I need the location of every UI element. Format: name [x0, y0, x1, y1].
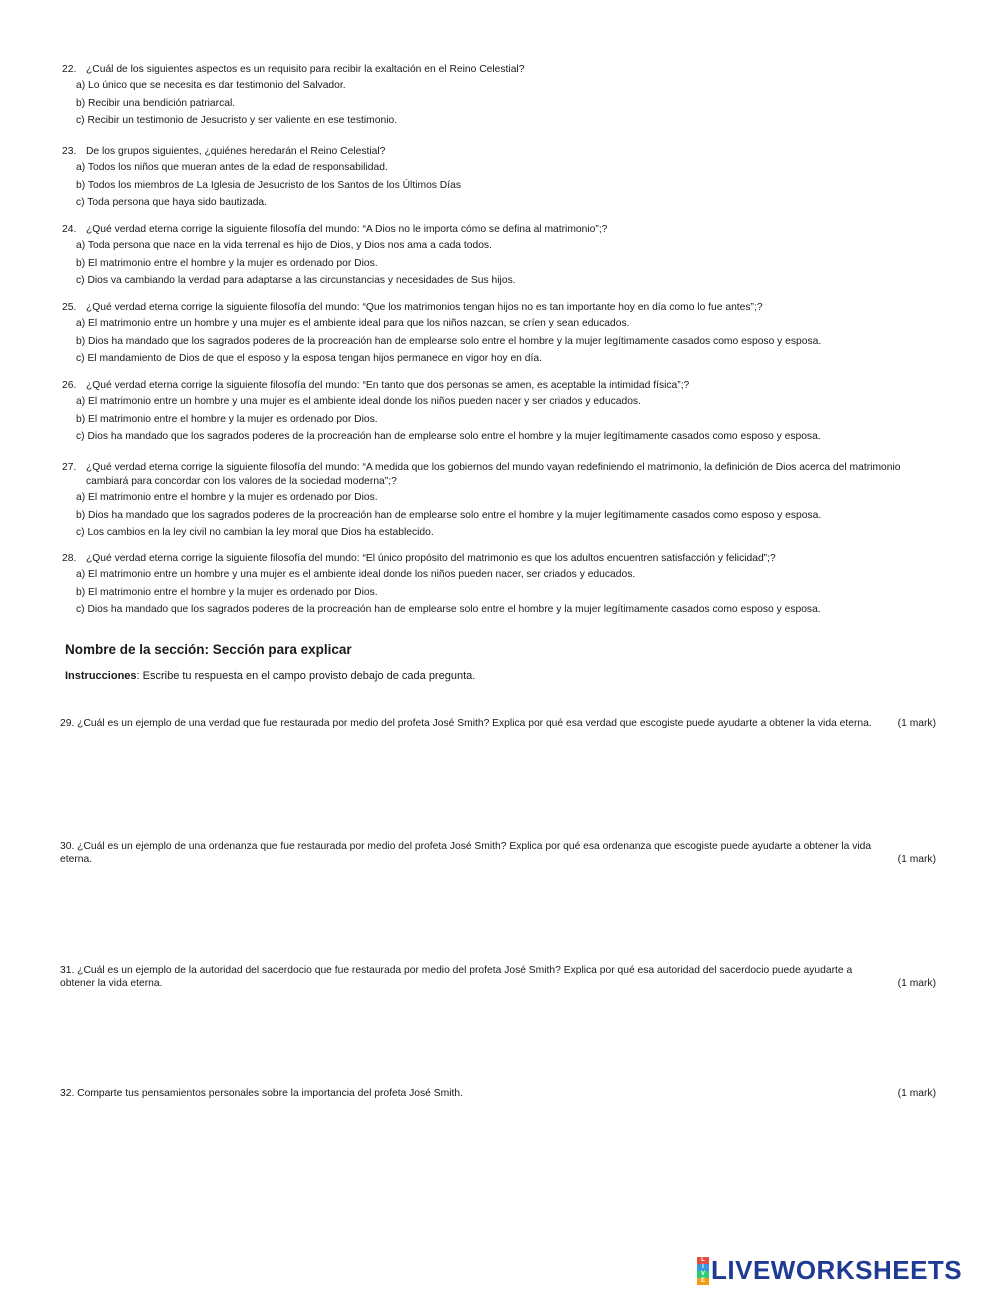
question-27	[62, 461, 942, 542]
logo-blocks-icon	[697, 1257, 709, 1285]
option-c[interactable]: c) El mandamiento de Dios de que el esposo y la esposa tengan hijos permanece en vigor hoy en día.	[76, 353, 542, 364]
open-question-text: 31. ¿Cuál es un ejemplo de la autoridad del sacerdocio que fue restaurada por medio del profeta José Smith? Explica por qué esa autoridad del sacerdocio puede ayudarte a obtener la vida eterna.	[60, 965, 853, 989]
open-question-text: 29. ¿Cuál es un ejemplo de una verdad que fue restaurada por medio del profeta José Smith? Explica por qué esa verdad que escogiste puede ayudarte a obtener la vida eterna.	[60, 718, 872, 729]
option-c[interactable]: c) Recibir un testimonio de Jesucristo y ser valiente en ese testimonio.	[76, 115, 398, 126]
option-c[interactable]: c) Dios ha mandado que los sagrados poderes de la procreación han de emplearse solo entre el hombre y la mujer legítimamente casados como esposo y esposa.	[76, 604, 821, 615]
logo-block-l: L	[697, 1257, 709, 1264]
question-26	[62, 379, 942, 446]
instructions-label: Instrucciones	[65, 670, 137, 682]
option-b[interactable]: b) El matrimonio entre el hombre y la mujer es ordenado por Dios.	[76, 586, 378, 598]
question-number: 25.	[62, 302, 77, 313]
question-number: 26.	[62, 380, 77, 391]
question-stem: ¿Qué verdad eterna corrige la siguiente filosofía del mundo: “El único propósito del matrimonio es que los adultos encuentren satisfacción y felicidad”;?	[86, 553, 776, 564]
question-number: 24.	[62, 224, 77, 235]
logo-block-i: I	[697, 1264, 709, 1271]
open-question-30	[60, 841, 936, 866]
question-24	[62, 223, 942, 290]
option-a[interactable]: a) El matrimonio entre el hombre y la mujer es ordenado por Dios.	[76, 492, 378, 503]
option-b[interactable]: b) Dios ha mandado que los sagrados poderes de la procreación han de emplearse solo entre el hombre y la mujer legítimamente casados como esposo y esposa.	[76, 335, 822, 347]
logo-block-e: E	[697, 1278, 709, 1285]
option-b[interactable]: b) El matrimonio entre el hombre y la mujer es ordenado por Dios.	[76, 413, 378, 425]
open-question-text: 30. ¿Cuál es un ejemplo de una ordenanza que fue restaurada por medio del profeta José Smith? Explica por qué esa ordenanza que escogiste puede ayudarte a obtener la vida eterna.	[60, 841, 872, 865]
question-22	[62, 63, 942, 130]
liveworksheets-logo	[697, 1255, 962, 1286]
question-number: 23.	[62, 146, 77, 157]
question-stem: De los grupos siguientes, ¿quiénes heredarán el Reino Celestial?	[86, 146, 386, 157]
option-c[interactable]: c) Los cambios en la ley civil no cambian la ley moral que Dios ha establecido.	[76, 527, 434, 538]
question-number: 22.	[62, 64, 77, 75]
question-23	[62, 145, 942, 212]
open-question-31	[60, 965, 936, 990]
option-a[interactable]: a) El matrimonio entre un hombre y una mujer es el ambiente ideal para que los niños nazcan, se críen y sean educados.	[76, 318, 630, 329]
option-b[interactable]: b) Todos los miembros de La Iglesia de Jesucristo de los Santos de los Últimos Días	[76, 179, 461, 191]
option-b[interactable]: b) Recibir una bendición patriarcal.	[76, 97, 236, 109]
option-a[interactable]: a) Lo único que se necesita es dar testimonio del Salvador.	[76, 80, 346, 91]
option-c[interactable]: c) Dios ha mandado que los sagrados poderes de la procreación han de emplearse solo entre el hombre y la mujer legítimamente casados como esposo y esposa.	[76, 431, 821, 442]
question-number: 28.	[62, 553, 77, 564]
mark-label: (1 mark)	[897, 853, 936, 865]
question-28	[62, 552, 942, 619]
question-stem: ¿Cuál de los siguientes aspectos es un requisito para recibir la exaltación en el Reino Celestial?	[86, 64, 525, 75]
open-question-29	[60, 718, 936, 731]
option-a[interactable]: a) Todos los niños que mueran antes de la edad de responsabilidad.	[76, 162, 388, 173]
option-a[interactable]: a) El matrimonio entre un hombre y una mujer es el ambiente ideal donde los niños pueden nacer, ser criados y educados.	[76, 569, 636, 580]
option-b[interactable]: b) El matrimonio entre el hombre y la mujer es ordenado por Dios.	[76, 257, 378, 269]
mark-label: (1 mark)	[897, 977, 936, 989]
option-c[interactable]: c) Dios va cambiando la verdad para adaptarse a las circunstancias y necesidades de Sus hijos.	[76, 275, 516, 286]
option-b[interactable]: b) Dios ha mandado que los sagrados poderes de la procreación han de emplearse solo entre el hombre y la mujer legítimamente casados como esposo y esposa.	[76, 509, 822, 521]
instructions-text: : Escribe tu respuesta en el campo provisto debajo de cada pregunta.	[136, 670, 476, 682]
instructions	[65, 670, 475, 682]
question-number: 27.	[62, 462, 77, 473]
question-stem: ¿Qué verdad eterna corrige la siguiente filosofía del mundo: “En tanto que dos personas se amen, es aceptable la intimidad física”;?	[86, 380, 690, 391]
logo-block-v: V	[697, 1271, 709, 1278]
mark-label: (1 mark)	[897, 1088, 936, 1099]
question-stem: ¿Qué verdad eterna corrige la siguiente filosofía del mundo: “A medida que los gobiernos del mundo vayan redefiniendo el matrimonio, la definición de Dios acerca del matrimonio cambiará para concordar con los valores de la sociedad moderna”;?	[86, 462, 901, 487]
mark-label: (1 mark)	[897, 718, 936, 729]
open-question-text: 32. Comparte tus pensamientos personales sobre la importancia del profeta José Smith.	[60, 1088, 463, 1099]
question-stem: ¿Qué verdad eterna corrige la siguiente filosofía del mundo: “A Dios no le importa cómo se defina al matrimonio”;?	[86, 224, 608, 235]
open-question-32	[60, 1088, 936, 1101]
option-c[interactable]: c) Toda persona que haya sido bautizada.	[76, 197, 268, 208]
question-stem: ¿Qué verdad eterna corrige la siguiente filosofía del mundo: “Que los matrimonios tengan hijos no es tan importante hoy en día como lo fue antes”;?	[86, 302, 763, 313]
section-title: Nombre de la sección: Sección para explicar	[65, 642, 352, 657]
question-25	[62, 301, 942, 368]
logo-wordmark: LIVEWORKSHEETS	[711, 1255, 963, 1285]
option-a[interactable]: a) El matrimonio entre un hombre y una mujer es el ambiente ideal donde los niños pueden nacer y ser criados y educados.	[76, 396, 641, 407]
option-a[interactable]: a) Toda persona que nace en la vida terrenal es hijo de Dios, y Dios nos ama a cada todos.	[76, 240, 492, 251]
